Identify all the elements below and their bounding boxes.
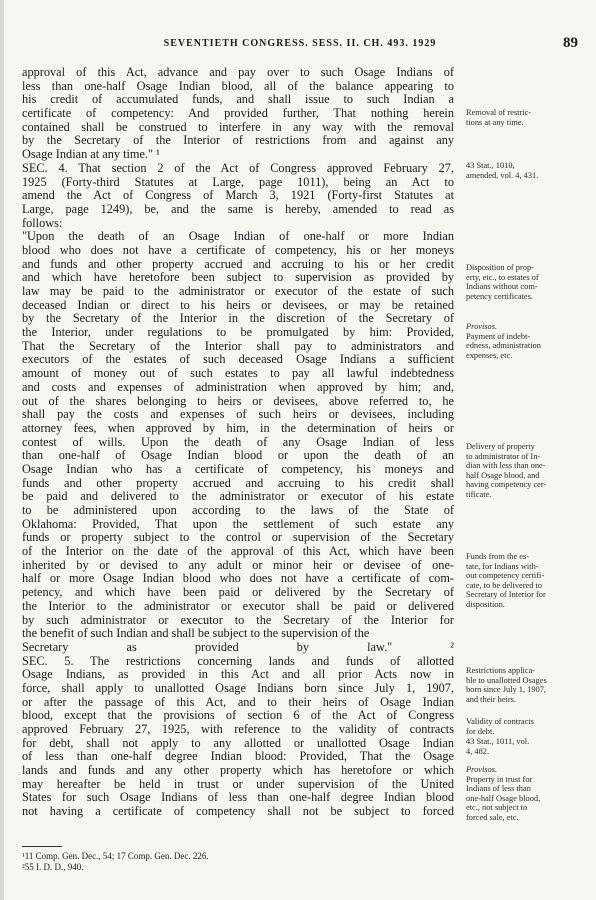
body-line: SEC. 4. That section 2 of the Act of Congress approved February 27, [22,161,454,175]
margin-note [466,263,582,301]
margin-note-line: having competency cer- [466,480,547,490]
body-line: Osage Indian who has a certificate of competency, his moneys and [22,462,454,476]
body-line: Large, page 1249), be, and the same is hereby, amended to read as [22,202,454,216]
footnote-2: ²55 I. D. D., 940. [22,861,84,872]
body-line: attorney fees, when approved by him, in the determination of heirs or [22,421,454,435]
body-line: petency, and which have been paid or delivered by the Secretary of [22,586,454,600]
body-line: the benefit of such Indian and shall be subject to the supervision of the [22,627,370,641]
margin-note-line: tate, for Indians with- [466,561,539,571]
body-line: lands and funds and any other property which has heretofore or which [22,764,454,778]
margin-note-line: Indians of less than [466,784,531,794]
body-line: approval of this Act, advance and pay over to such Osage Indians of [22,66,454,79]
margin-note [466,765,582,823]
margin-note-line: 43 Stat., 1010, [466,161,515,170]
margin-note [466,442,582,500]
body-line: be paid and delivered to the administrator or executor of his estate [22,490,454,504]
margin-note-line: for debt. [466,726,495,736]
body-line: the Interior to the administrator or executor shall be paid or delivered [22,599,454,613]
body-line: by the Secretary of the Interior in the discretion of the Secretary of [22,312,454,326]
margin-note-line: Provisos. [466,322,498,331]
body-line: by the Secretary of the Interior of restrictions from and against any [22,134,454,148]
body-line: Secretary as provided by law." ² [22,640,454,654]
body-line: certificate of competency: And provided further, That nothing herein [22,107,454,121]
body-line: force, shall apply to unallotted Osage Indians born since July 1, 1907, [22,681,454,695]
footnotes [22,851,322,872]
body-line: for debt, shall not apply to any allotted or unallotted Osage Indian [22,736,454,750]
body-line: contest of wills. Upon the death of any Osage Indian of less [22,435,454,449]
body-line: funds and other property accrued and accruing to his credit shall [22,476,454,490]
margin-note-line: and their heirs. [466,694,517,704]
body-line: of less than one-half degree Indian blood: Provided, That the Osage [22,750,454,764]
body-line: contained shall be construed to interfere in any way with the removal [22,120,454,134]
body-text [22,66,454,819]
body-line: Oklahoma: Provided, That upon the settlement of such estate any [22,517,454,531]
body-line: executors of the estates of such deceased Osage Indians a sufficient [22,353,454,367]
body-line: his credit of accumulated funds, and shall issue to such Indian a [22,93,454,107]
margin-note-line: dian with less than one- [466,461,546,471]
page-number: 89 [563,35,578,51]
body-line: law may be paid to the administrator or executor of the estate of such [22,285,454,298]
margin-note-line: Payment of indebt- [466,331,531,341]
margin-note-line: tions at any time. [466,117,524,127]
body-line: "Upon the death of an Osage Indian of one-half or more Indian [22,230,454,244]
body-line: That the Secretary of the Interior shall pay to administrators and [22,339,454,353]
body-line: amount of money out of such estates to pay all lawful indebtedness [22,367,454,381]
body-line: and which have heretofore been subject to supervision as provided by [22,271,454,285]
body-line: or after the passage of this Act, and to their heirs of Osage Indian [22,695,454,709]
margin-note-line: Removal of restric- [466,108,532,117]
body-line: less than one-half Osage Indian blood, all of the balance appearing to [22,79,454,93]
running-header: SEVENTIETH CONGRESS. SESS. II. CH. 493. 1929 [163,38,437,49]
body-line: blood who does not have a certificate of competency, his or her moneys [22,243,454,257]
body-line: Osage Indians, as provided in this Act and all prior Acts now in [22,668,454,682]
margin-note-line: amended, vol. 4, 431. [466,170,539,180]
margin-note-line: Delivery of property [466,442,535,451]
margin-note-line: petency certificates. [466,291,533,301]
margin-note-line: Restrictions applica- [466,666,536,675]
body-line: the Interior, under regulations to be promulgated by him: Provided, [22,326,454,340]
page-edge-shadow [0,0,4,900]
body-line: 1925 (Forty-third Statutes at Large, page 1011), being an Act to [22,175,454,189]
body-line: Osage Indian at any time." ¹ [22,148,160,162]
body-line: may hereafter be held in trust or under supervision of the United [22,777,454,791]
body-line: SEC. 5. The restrictions concerning lands and funds of allotted [22,654,454,668]
margin-note-line: Disposition of prop- [466,263,534,272]
body-line: by such administrator or executor to the Secretary of the Interior for [22,613,454,627]
body-line: follows: [22,216,63,230]
body-line: of the Interior on the date of the approval of this Act, which have been [22,545,454,559]
body-line: than one-half of Osage Indian blood or upon the death of an [22,449,454,463]
margin-note [466,108,582,127]
margin-note-line: disposition. [466,599,505,609]
margin-note-line: Secretary of Interior for [466,590,546,600]
body-line: out of the shares belonging to heirs or devisees, above referred to, he [22,394,454,408]
margin-note-line: Validity of contracts [466,717,534,726]
margin-note-line: erty, etc., to estates of [466,272,539,282]
margin-note-line: expenses, etc. [466,350,513,360]
body-line: deceased Indian or direct to his heirs or devisees, or may be retained [22,298,454,312]
body-line: amend the Act of Congress of March 3, 1921 (Forty-first Statutes at [22,189,454,203]
margin-note-line: etc., not subject to [466,803,528,813]
body-line: shall pay the costs and expenses of such heirs or devisees, including [22,408,454,422]
body-line: approved February 27, 1925, with reference to the validity of contracts [22,723,454,736]
margin-note-line: half Osage blood, and [466,470,540,480]
body-line: and funds and other property accrued and accruing to his or her credit [22,257,454,271]
footnote-1: ¹11 Comp. Gen. Dec., 54; 17 Comp. Gen. Dec. 226. [22,851,209,861]
margin-note-line: tificate. [466,489,492,499]
margin-note [466,552,582,610]
margin-note-line: Indians without com- [466,282,538,292]
margin-note-line: to administrator of In- [466,451,541,461]
margin-note-line: forced sale, etc. [466,812,519,822]
margin-note-line: Funds from the es- [466,552,530,561]
margin-note [466,717,582,736]
footnote-rule [22,846,62,847]
body-line: half or more Osage Indian blood who does not have a certificate of com- [22,572,454,586]
margin-note [466,161,582,180]
body-line: blood, except that the provisions of section 6 of the Act of Congress [22,709,454,723]
margin-note-line: cate, to be delivered to [466,580,543,590]
margin-note-line: born since July 1, 1907, [466,685,547,695]
margin-note [466,737,582,756]
margin-note [466,322,582,360]
margin-note-line: one-half Osage blood, [466,793,541,803]
margin-note-line: 4, 482. [466,746,490,756]
body-line: inherited by or devised to any adult or minor heir or devisee of one- [22,558,454,572]
body-line: not having a certificate of competency shall not be subject to forced [22,805,454,819]
body-line: to be administered upon according to the laws of the State of [22,504,454,517]
body-line: funds or property subject to the control or supervision of the Secretary [22,531,454,545]
body-line: and costs and expenses of administration when approved by him; and, [22,380,454,394]
margin-note-line: out competency certifi- [466,571,545,581]
margin-note [466,666,582,704]
margin-note-line: ble to unallotted Osages [466,675,547,685]
margin-note-line: Provisos. [466,765,498,774]
margin-note-line: edness, administration [466,341,541,351]
body-line: States for such Osage Indians of less than one-half degree Indian blood [22,791,454,805]
margin-note-line: Property in trust for [466,774,533,784]
margin-note-line: 43 Stat., 1011, vol. [466,737,530,746]
